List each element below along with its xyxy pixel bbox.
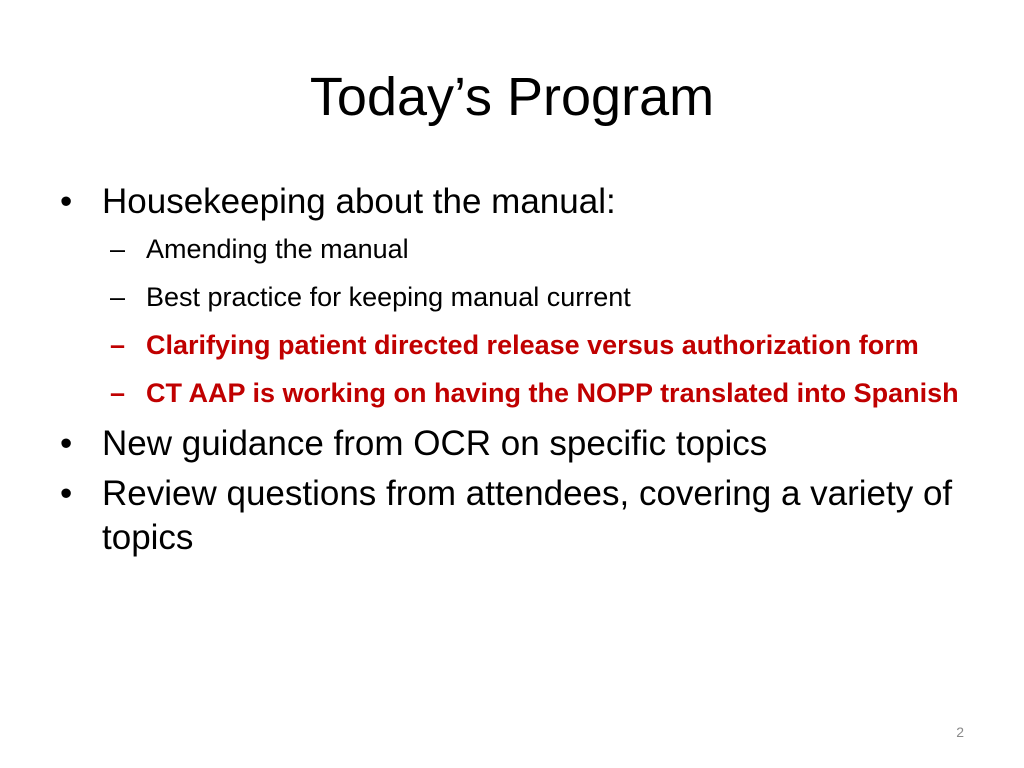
- bullet-marker: •: [60, 182, 73, 221]
- sub-bullet-amending: [60, 230, 960, 268]
- bullet-text: New guidance from OCR on specific topics: [102, 424, 768, 463]
- slide-content: [60, 180, 960, 566]
- bullet-new-guidance: [60, 422, 960, 466]
- sub-bullet-text: Best practice for keeping manual current: [146, 282, 631, 312]
- dash-marker: –: [110, 282, 126, 312]
- page-number: 2: [956, 724, 964, 740]
- sub-bullet-best-practice: [60, 278, 960, 316]
- sub-bullet-text: Amending the manual: [146, 234, 409, 264]
- bullet-text: Review questions from attendees, covering a variety of topics: [102, 474, 953, 557]
- bullet-marker: •: [60, 474, 73, 513]
- dash-marker: –: [110, 378, 126, 408]
- slide-title: Today’s Program: [309, 67, 715, 127]
- bullet-marker: •: [60, 424, 73, 463]
- bullet-housekeeping: [60, 180, 960, 224]
- bullet-review-questions: [60, 472, 960, 560]
- bullet-text: Housekeeping about the manual:: [102, 182, 616, 221]
- sub-bullet-text: CT AAP is working on having the NOPP translated into Spanish: [146, 378, 959, 408]
- sub-bullet-clarifying: [60, 326, 960, 364]
- sub-bullet-ct-aap: [60, 374, 960, 412]
- dash-marker: –: [110, 234, 126, 264]
- sub-bullet-list: [60, 230, 960, 412]
- sub-bullet-text: Clarifying patient directed release versus authorization form: [146, 330, 919, 360]
- dash-marker: –: [110, 330, 126, 360]
